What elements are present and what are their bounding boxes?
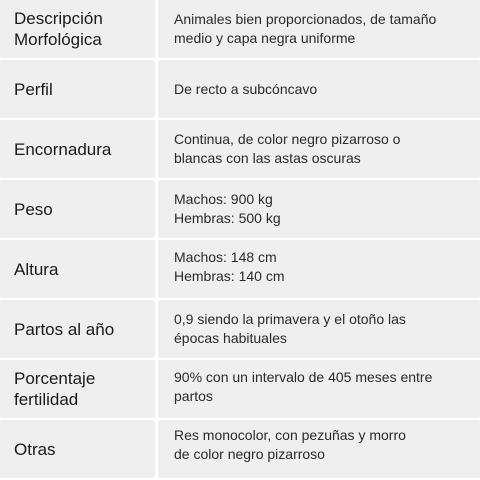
label-line: Morfológica	[14, 30, 102, 49]
row-value	[158, 60, 480, 118]
label-line: Partos al año	[14, 319, 115, 339]
value-line: Machos: 148 cm	[174, 249, 277, 265]
value-line: Res monocolor, con pezuñas y morro	[174, 427, 406, 443]
label-line: Otras	[14, 439, 56, 459]
value-line: 90% con un intervalo de 405 meses entre	[174, 369, 433, 385]
row-value	[158, 180, 480, 238]
value-line: Machos: 900 kg	[174, 191, 273, 207]
table-row	[0, 60, 480, 118]
row-value	[158, 240, 480, 298]
label-line: Porcentaje	[14, 369, 96, 388]
row-value	[158, 420, 480, 478]
table-row	[0, 360, 480, 418]
table-row	[0, 300, 480, 358]
row-label	[0, 120, 155, 178]
value-line: De recto a subcóncavo	[174, 80, 318, 97]
label-line: Peso	[14, 199, 53, 219]
table-row	[0, 420, 480, 478]
row-value	[158, 120, 480, 178]
label-line: Altura	[14, 259, 59, 279]
label-line: fertilidad	[14, 390, 79, 409]
value-line: Continua, de color negro pizarroso o	[174, 131, 401, 147]
value-line: Hembras: 500 kg	[174, 210, 281, 226]
value-line: épocas habituales	[174, 330, 287, 346]
row-value	[158, 0, 480, 58]
label-line: Descripción	[14, 9, 103, 28]
row-label	[0, 420, 155, 478]
row-label	[0, 60, 155, 118]
value-line: de color negro pizarroso	[174, 446, 325, 462]
value-line: blancas con las astas oscuras	[174, 150, 361, 166]
value-line: medio y capa negra uniforme	[174, 30, 356, 46]
value-line: 0,9 siendo la primavera y el otoño las	[174, 311, 406, 327]
row-value	[158, 360, 480, 418]
row-label	[0, 240, 155, 298]
row-label	[0, 300, 155, 358]
row-value	[158, 300, 480, 358]
label-line: Encornadura	[14, 139, 112, 159]
row-label	[0, 360, 155, 418]
value-line: partos	[174, 388, 213, 404]
label-line: Perfil	[14, 79, 53, 99]
value-line: Animales bien proporcionados, de tamaño	[174, 11, 437, 27]
table-row	[0, 180, 480, 238]
table-row	[0, 240, 480, 298]
row-label	[0, 180, 155, 238]
row-label	[0, 0, 155, 58]
value-line: Hembras: 140 cm	[174, 268, 285, 284]
table-row	[0, 120, 480, 178]
table-row	[0, 0, 480, 58]
